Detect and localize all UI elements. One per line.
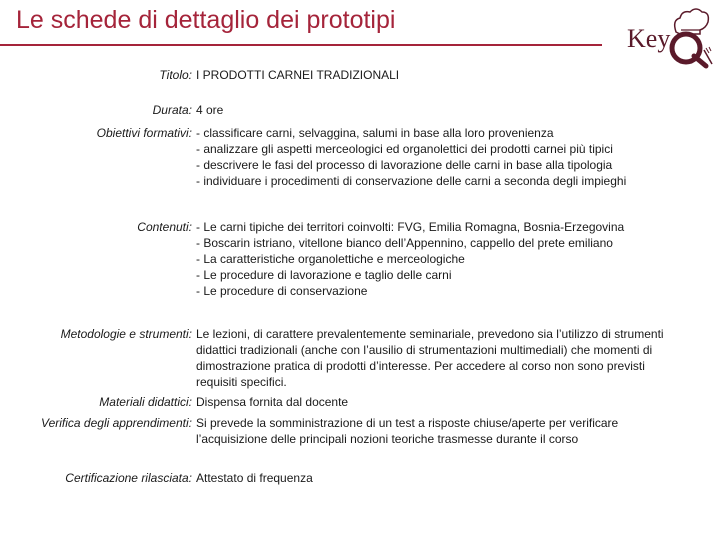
field-label: Obiettivi formativi: xyxy=(96,126,192,140)
list-item: - individuare i procedimenti di conservazione delle carni a seconda degli impieghi xyxy=(196,174,627,188)
field-label: Verifica degli apprendimenti: xyxy=(41,416,192,430)
page-title: Le schede di dettaglio dei prototipi xyxy=(16,6,396,34)
field-value: Dispensa fornita dal docente xyxy=(196,395,349,409)
field-value: Attestato di frequenza xyxy=(196,471,313,485)
chef-hat-q-logo-icon xyxy=(624,6,716,70)
list-item: - Le carni tipiche dei territori coinvolti: FVG, Emilia Romagna, Bosnia-Erzegovina xyxy=(196,220,625,234)
field-label: Contenuti: xyxy=(137,220,192,234)
field-value xyxy=(196,326,696,390)
field-label: Certificazione rilasciata: xyxy=(65,471,192,485)
field-label: Materiali didattici: xyxy=(99,395,192,409)
list-item: - Le procedure di conservazione xyxy=(196,284,368,298)
field-label: Durata: xyxy=(152,103,192,117)
keyq-logo xyxy=(624,6,716,70)
paragraph: Le lezioni, di carattere prevalentemente seminariale, prevedono sia l’utilizzo di strumenti didattici tradizionali (anche con l’ausilio di strumentazioni multimediali) che momenti di dimostrazione pratica di prodotti d’interesse. Per accedere al corso non sono previsti requisiti specifici. xyxy=(196,327,664,389)
field-value: 4 ore xyxy=(196,103,224,117)
field-value: I PRODOTTI CARNEI TRADIZIONALI xyxy=(196,68,400,82)
title-divider xyxy=(0,44,602,46)
list-item: - Le procedure di lavorazione e taglio delle carni xyxy=(196,268,452,282)
list-item: - La caratteristiche organolettiche e merceologiche xyxy=(196,252,465,266)
field-value xyxy=(196,415,696,447)
field-label: Titolo: xyxy=(159,68,192,82)
field-label: Metodologie e strumenti: xyxy=(60,327,192,341)
logo-text: Key xyxy=(627,24,671,53)
field-value xyxy=(196,125,696,189)
paragraph: Si prevede la somministrazione di un test a risposte chiuse/aperte per verificare l’acquisizione delle principali nozioni teoriche trasmesse durante il corso xyxy=(196,416,619,446)
list-item: - classificare carni, selvaggina, salumi in base alla loro provenienza xyxy=(196,126,554,140)
list-item: - analizzare gli aspetti merceologici ed organolettici dei prodotti carnei più tipici xyxy=(196,142,613,156)
list-item: - Boscarin istriano, vitellone bianco dell’Appennino, cappello del prete emiliano xyxy=(196,236,613,250)
list-item: - descrivere le fasi del processo di lavorazione delle carni in base alla tipologia xyxy=(196,158,613,172)
field-value xyxy=(196,219,696,299)
